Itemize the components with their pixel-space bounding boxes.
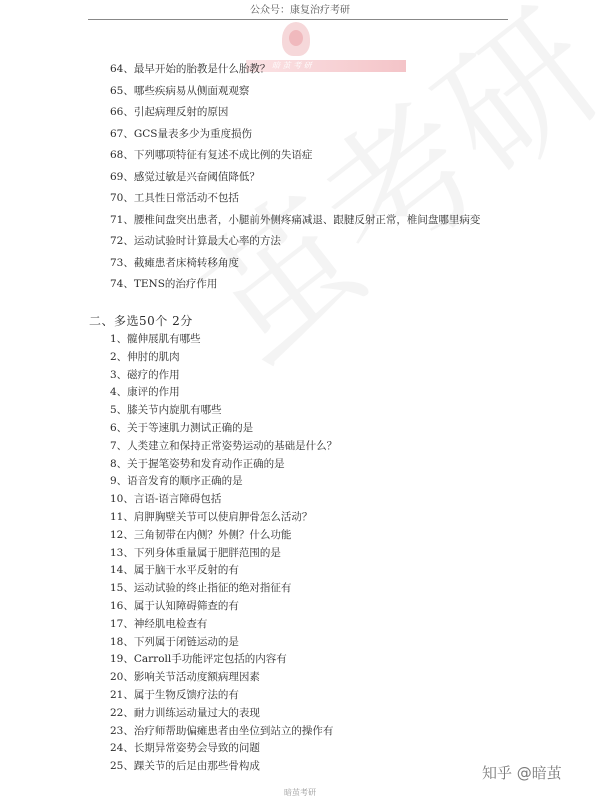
- list-item: 21、属于生物反馈疗法的有: [110, 688, 239, 701]
- list-item: 67、GCS量表多少为重度损伤: [110, 127, 252, 140]
- list-item: 6、关于等速肌力测试正确的是: [110, 421, 254, 434]
- header-divider: [88, 19, 508, 20]
- list-item: 73、截瘫患者床椅转移角度: [110, 256, 239, 269]
- list-item: 15、运动试验的终止指征的绝对指征有: [110, 582, 292, 595]
- avatar-face: [289, 30, 303, 46]
- page-footer: 暗茧考研: [284, 788, 316, 797]
- list-item: 19、Carroll手功能评定包括的内容有: [110, 653, 287, 666]
- zhihu-credit: 知乎 @暗茧: [482, 764, 562, 782]
- list-item: 24、长期异常姿势会导致的问题: [110, 742, 260, 755]
- list-item: 23、治疗师帮助偏瘫患者由坐位到站立的操作有: [110, 724, 334, 737]
- list-item: 3、磁疗的作用: [110, 368, 180, 381]
- list-item: 71、腰椎间盘突出患者，小腿前外侧疼痛减退、跟腱反射正常，椎间盘哪里病变: [110, 213, 481, 226]
- page-header: 公众号：康复治疗考研: [250, 5, 350, 16]
- list-item: 66、引起病理反射的原因: [110, 106, 229, 118]
- list-item: 10、言语-语言障碍包括: [110, 493, 222, 506]
- list-item: 4、康评的作用: [110, 386, 180, 399]
- logo-banner: 暗 茧 考 研: [246, 60, 406, 72]
- list-item: 2、伸肘的肌肉: [110, 350, 180, 363]
- list-item: 7、人类建立和保持正常姿势运动的基础是什么？: [110, 439, 338, 452]
- list-item: 65、哪些疾病易从侧面观观察: [110, 84, 250, 97]
- list-item: 9、语音发育的顺序正确的是: [110, 475, 243, 488]
- section-title: 二、多选50个 2分: [89, 314, 193, 328]
- list-item: 69、感觉过敏是兴奋阈值降低？: [110, 170, 260, 183]
- list-item: 13、下列身体重量属于肥胖范围的是: [110, 546, 281, 559]
- list-item: 5、膝关节内旋肌有哪些: [110, 404, 222, 417]
- avatar-logo: [282, 22, 310, 56]
- list-item: 14、属于脑干水平反射的有: [110, 564, 239, 577]
- list-item: 11、肩胛胸壁关节可以使肩胛骨怎么活动？: [110, 510, 313, 523]
- list-item: 72、运动试验时计算最大心率的方法: [110, 235, 281, 247]
- list-item: 8、关于握笔姿势和发育动作正确的是: [110, 457, 285, 470]
- list-item: 74、TENS的治疗作用: [110, 278, 218, 290]
- list-item: 20、影响关节活动度额病理因素: [110, 671, 260, 684]
- list-item: 25、踝关节的后足由那些骨构成: [110, 760, 260, 773]
- list-item: 22、耐力训练运动量过大的表现: [110, 706, 260, 719]
- list-item: 18、下列属于闭链运动的是: [110, 635, 239, 648]
- list-item: 12、三角韧带在内侧？外侧？什么功能: [110, 528, 292, 541]
- question-list-part2: [110, 332, 337, 777]
- question-list-part1: [110, 61, 480, 298]
- list-item: 1、髋伸展肌有哪些: [110, 333, 201, 345]
- list-item: 17、神经肌电检查有: [110, 617, 208, 630]
- list-item: 16、属于认知障碍筛查的有: [110, 599, 239, 612]
- list-item: 64、最早开始的胎教是什么胎教？: [110, 63, 271, 75]
- list-item: 70、工具性日常活动不包括: [110, 192, 239, 204]
- list-item: 68、下列哪项特征有复述不成比例的失语症: [110, 149, 313, 161]
